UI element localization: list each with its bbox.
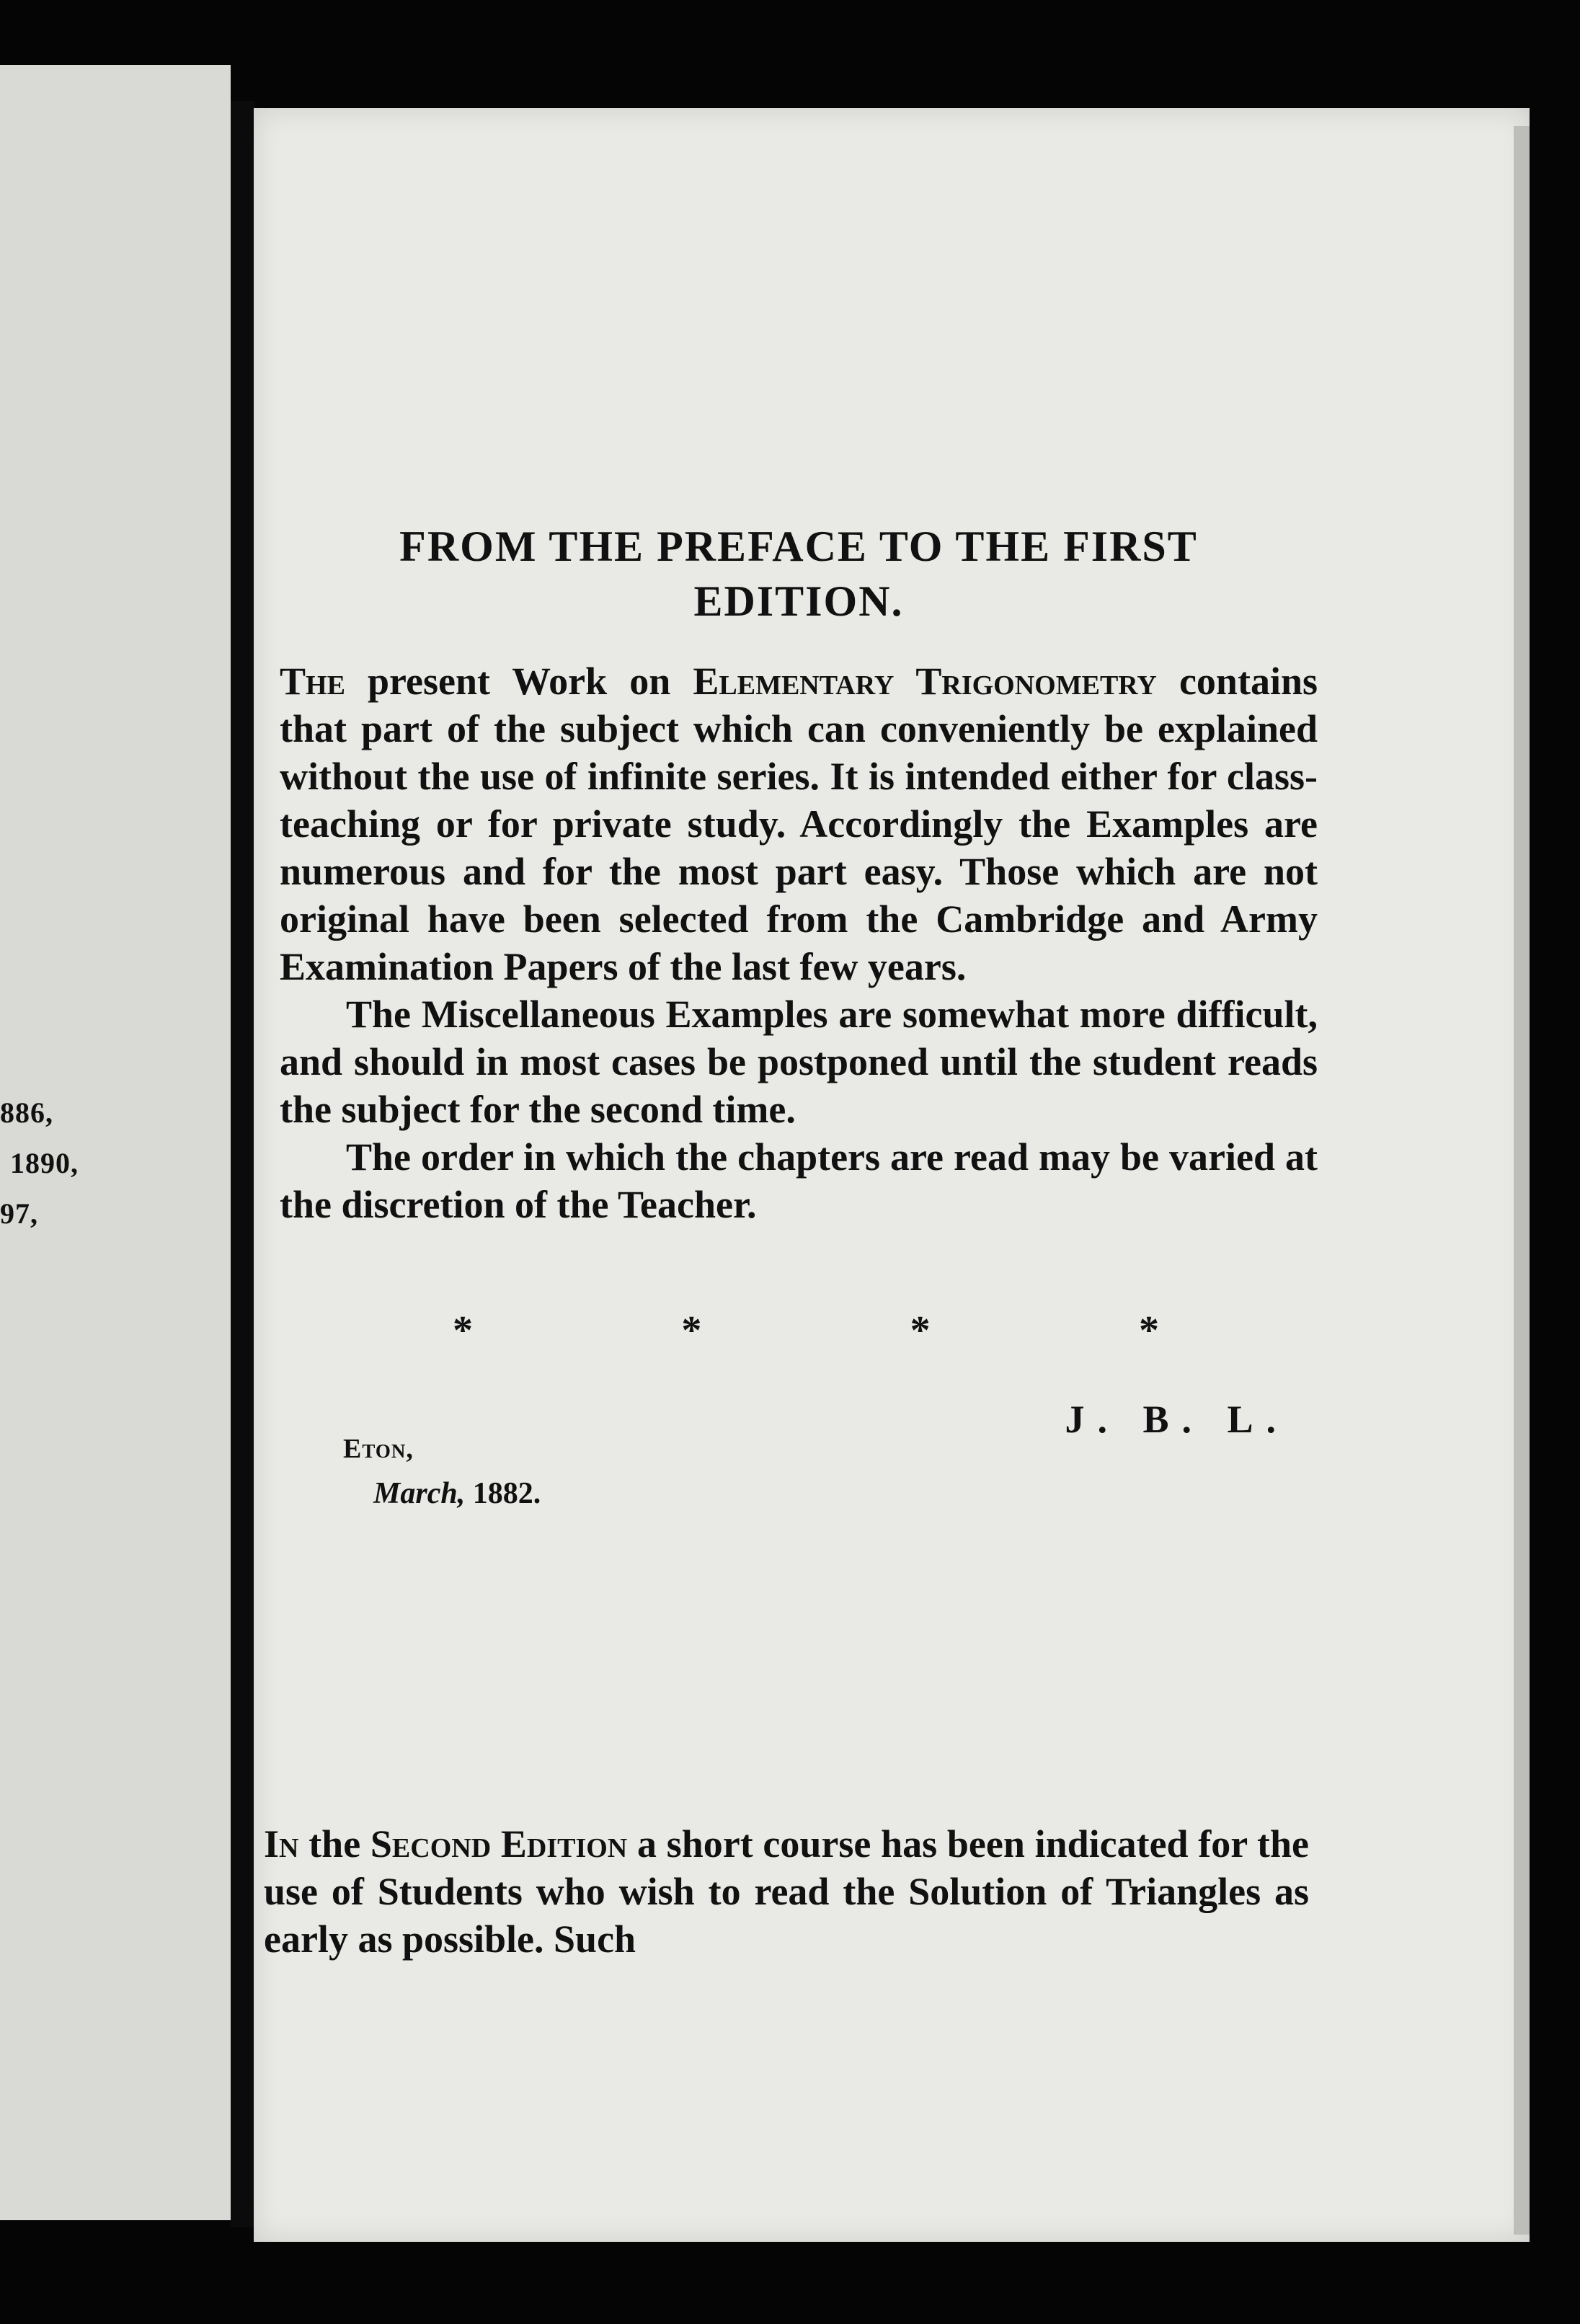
preface-p1-text-a: present Work on bbox=[345, 660, 693, 703]
facing-page-margin-line: 886, bbox=[0, 1096, 53, 1129]
second-edition-paragraph bbox=[264, 1820, 1309, 1963]
second-edition-section bbox=[264, 1820, 1309, 1963]
preface-heading-line-2: EDITION. bbox=[693, 577, 904, 625]
author-initials: J. B. L. bbox=[1065, 1398, 1289, 1441]
book-binding bbox=[231, 101, 255, 2227]
preface-paragraph-1 bbox=[280, 657, 1318, 990]
signature-block bbox=[280, 1397, 1318, 1541]
preface-heading-line-1: FROM THE PREFACE TO THE FIRST bbox=[399, 523, 1198, 570]
section-break-asterisks bbox=[453, 1308, 1159, 1354]
preface-opening-word: The bbox=[280, 660, 345, 703]
signature-place: Eton, bbox=[343, 1434, 414, 1464]
second-edition-text: a short course has been indicated for the use of Students who wish to read the Solution of Triangles as early as possible. Such bbox=[264, 1822, 1309, 1961]
signature-month: March, bbox=[373, 1477, 466, 1510]
facing-page bbox=[0, 65, 231, 2220]
asterisk: * bbox=[681, 1308, 702, 1353]
asterisk: * bbox=[910, 1308, 931, 1353]
second-edition-name: Second Edition bbox=[370, 1822, 628, 1866]
preface-section bbox=[280, 519, 1318, 1541]
asterisk: * bbox=[453, 1308, 473, 1353]
second-edition-text-the: the bbox=[298, 1822, 370, 1866]
preface-paragraph-3: The order in which the chapters are read may be varied at the discretion of the Teacher. bbox=[280, 1135, 1318, 1226]
asterisk: * bbox=[1138, 1308, 1159, 1353]
facing-page-margin-line: 1890, bbox=[10, 1147, 79, 1179]
page-edge bbox=[1514, 126, 1530, 2235]
preface-p1-text-b: contains that part of the subject which can conveniently be explained without the use of infinite series. It is intended either for class-teaching or for private study. Accordingly the Examples are numerous and for the most part easy. Those which are not original have been selected from the Cambridge and Army Examination Papers of the last few years. bbox=[280, 660, 1318, 988]
book-title: Elementary Trigonometry bbox=[693, 660, 1157, 703]
signature-year: 1882. bbox=[465, 1477, 541, 1510]
preface-heading bbox=[280, 519, 1318, 629]
signature-date bbox=[373, 1476, 541, 1511]
second-edition-opening-word: In bbox=[264, 1822, 299, 1866]
preface-paragraph-2: The Miscellaneous Examples are somewhat more difficult, and should in most cases be postponed until the student reads the subject for the second time. bbox=[280, 993, 1318, 1131]
facing-page-margin-line: 97, bbox=[0, 1197, 38, 1230]
